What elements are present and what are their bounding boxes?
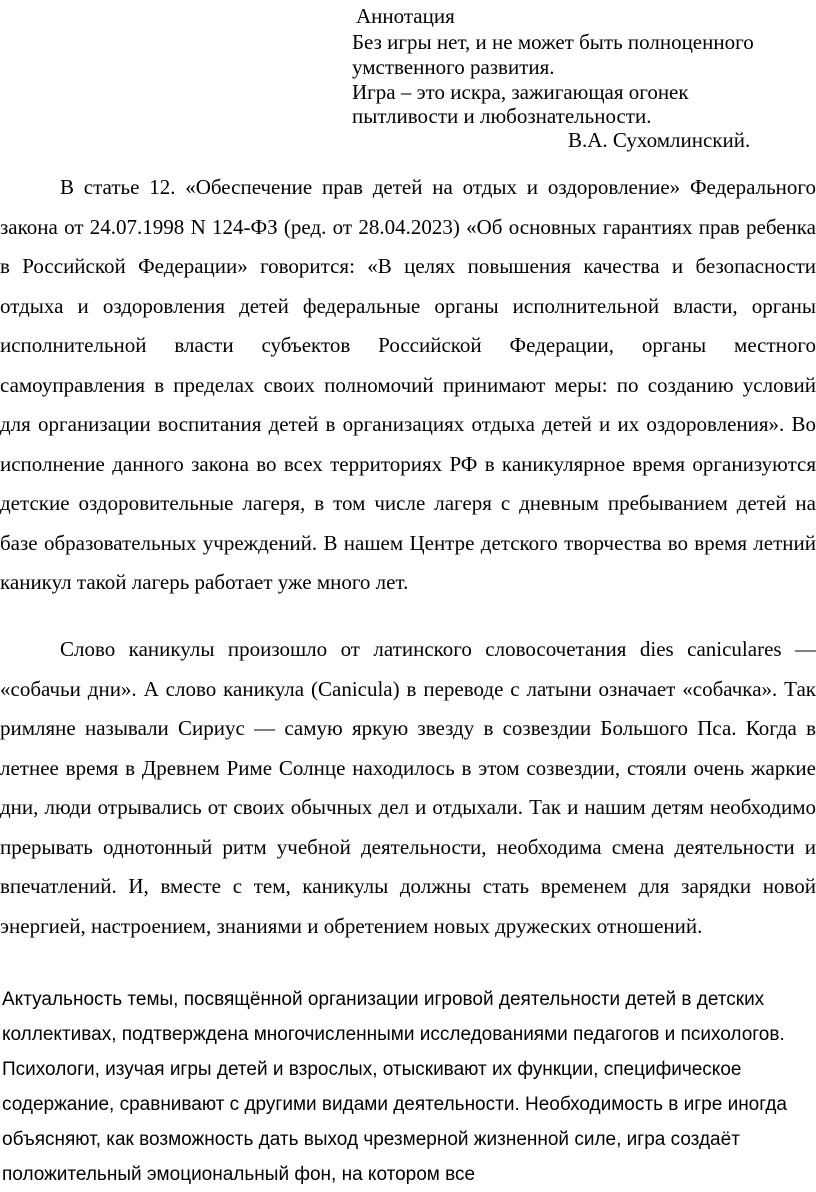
epigraph-line: умственного развития. bbox=[352, 55, 555, 79]
epigraph-line: Игра – это искра, зажигающая огонек bbox=[352, 80, 689, 104]
annotation-title: Аннотация bbox=[356, 4, 455, 28]
body-paragraph: Актуальность темы, посвящённой организации игровой деятельности детей в детских коллективах, подтверждена многочисленными исследованиями педагогов и психологов. Психологи, изучая игры детей и взрослых, отыскивают их функции, специфическое содержание, сравнивают с другими видами деятельности. Необходимость в игре иногда объясняют, как возможность дать выход чрезмерной жизненной силе, игра создаёт положительный эмоциональный фон, на котором все bbox=[2, 989, 787, 1185]
epigraph-line: пытливости и любознательности. bbox=[352, 104, 652, 128]
body-paragraph: В статье 12. «Обеспечение прав детей на отдых и оздоровление» Федерального закона от 24.07.1998 N 124-ФЗ (ред. от 28.04.2023) «Об основных гарантиях прав ребенка в Российской Федерации» говорится: «В целях повышения качества и безопасности отдыха и оздоровления детей федеральные органы исполнительной власти, органы исполнительной власти субъектов Российской Федерации, органы местного самоуправления в пределах своих полномочий принимают меры: по созданию условий для организации воспитания детей в организациях отдыха детей и их оздоровления». Во исполнение данного закона во всех территориях РФ в каникулярное время организуются детские оздоровительные лагеря, в том числе лагеря с дневным пребыванием детей на базе образовательных учреждений. В нашем Центре детского творчества во время летний каникул такой лагерь работает уже много лет. bbox=[0, 175, 816, 594]
body-paragraph: Слово каникулы произошло от латинского словосочетания dies caniculares — «собачьи дни». А слово каникула (Canicula) в переводе с латыни означает «собачка». Так римляне называли Сириус — самую яркую звезду в созвездии Большого Пса. Когда в летнее время в Древнем Риме Солнце находилось в этом созвездии, стояли очень жаркие дни, люди отрывались от своих обычных дел и отдыхали. Так и нашим детям необходимо прерывать однотонный ритм учебной деятельности, необходима смена деятельности и впечатлений. И, вместе с тем, каникулы должны стать временем для зарядки новой энергией, настроением, знаниями и обретением новых дружеских отношений. bbox=[0, 637, 816, 938]
epigraph-author: В.А. Сухомлинский. bbox=[568, 128, 751, 152]
epigraph-line: Без игры нет, и не может быть полноценного bbox=[352, 30, 754, 54]
